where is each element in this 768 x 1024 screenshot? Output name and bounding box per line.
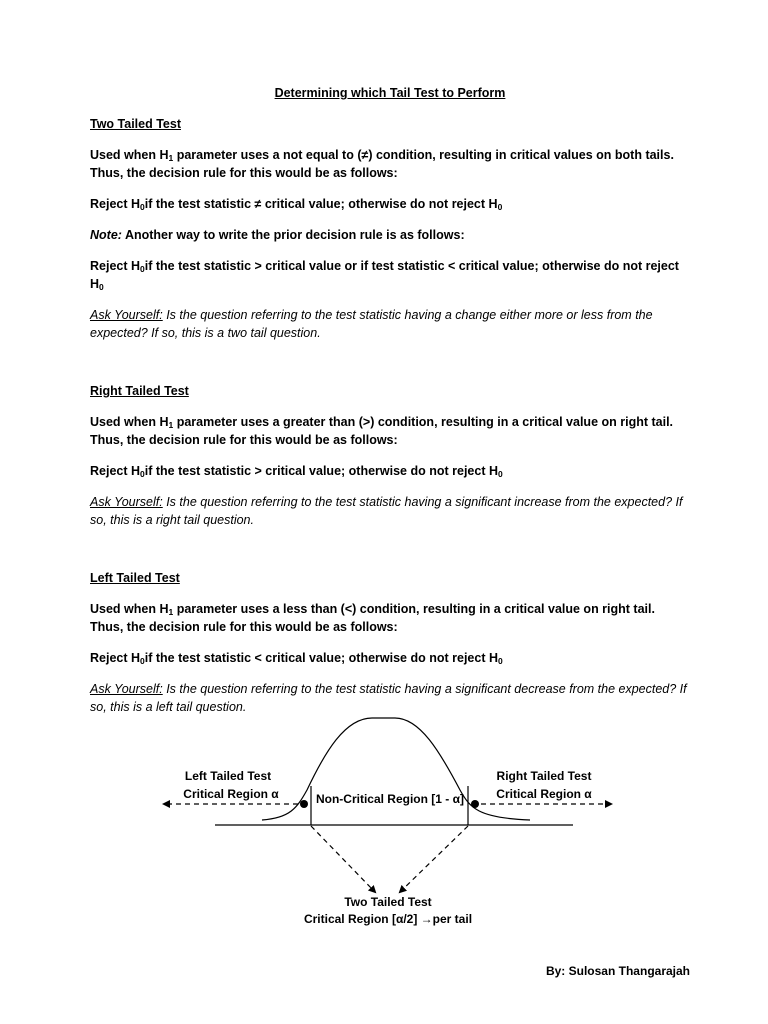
document-title: Determining which Tail Test to Perform — [274, 86, 506, 100]
right-tailed-heading: Right Tailed Test — [90, 384, 189, 398]
right-tail-region-label: Critical Region α — [496, 787, 592, 801]
two-tailed-ask-yourself: Ask Yourself: Is the question referring to the test statistic having a change either more or less from the expected? If so, this is a two tail question. — [90, 308, 653, 340]
two-tail-region-label: Critical Region [α/2] →per tail — [303, 912, 473, 926]
left-critical-dot — [300, 800, 308, 808]
right-critical-dot — [471, 800, 479, 808]
left-tail-label: Left Tailed Test — [184, 769, 272, 783]
two-tailed-heading: Two Tailed Test — [90, 117, 181, 131]
note-label: Note: — [90, 228, 122, 242]
author-credit: By: Sulosan Thangarajah — [545, 964, 690, 978]
right-tail-label: Right Tailed Test — [496, 769, 592, 783]
ask-yourself-label: Ask Yourself: — [90, 308, 163, 322]
left-tailed-usage: Used when $H_1$ parameter uses a less than (<) condition, resulting in a critical value on right tail. Thus, the decision rule for this would be as follows: — [90, 602, 655, 634]
two-tailed-note: Note: Another way to write the prior decision rule is as follows: — [90, 228, 465, 242]
ask-yourself-label: Ask Yourself: — [90, 495, 163, 509]
left-tailed-ask-yourself: Ask Yourself: Is the question referring to the test statistic having a significant decrease from the expected? If so, this is a left tail question. — [90, 682, 687, 714]
ask-yourself-label: Ask Yourself: — [90, 682, 163, 696]
two-tailed-decision-rule: Reject $H_0if$ the test statistic ≠ critical value; otherwise do not reject $H_0$ — [90, 197, 503, 212]
non-critical-region-label: Non-Critical Region [1 - α] — [315, 792, 465, 806]
right-tailed-usage: Used when $H_1$ parameter uses a greater than (>) condition, resulting in a critical value on right tail. Thus, the decision rule for this would be as follows: — [90, 415, 674, 447]
two-tailed-usage: Used when $H_1$ parameter uses a not equal to (≠) condition, resulting in critical values on both tails. Thus, the decision rule for this would be as follows: — [90, 148, 674, 180]
two-tail-label: Two Tailed Test — [344, 895, 432, 909]
right-two-tail-arrow — [400, 826, 468, 892]
left-tailed-decision-rule: Reject $H_0if$ the test statistic < critical value; otherwise do not reject $H_0$ — [90, 651, 503, 666]
two-tailed-alt-decision-rule: Reject $H_0if$ the test statistic > critical value or if test statistic < critical value; otherwise do not reject $H_0$ — [90, 259, 679, 292]
right-tailed-ask-yourself: Ask Yourself: Is the question referring to the test statistic having a significant increase from the expected? If so, this is a right tail question. — [90, 495, 683, 527]
left-tailed-heading: Left Tailed Test — [90, 571, 180, 585]
left-tail-region-label: Critical Region α — [183, 787, 279, 801]
right-tailed-decision-rule: Reject $H_0if$ the test statistic > critical value; otherwise do not reject $H_0$ — [90, 464, 503, 479]
left-two-tail-arrow — [311, 826, 375, 892]
